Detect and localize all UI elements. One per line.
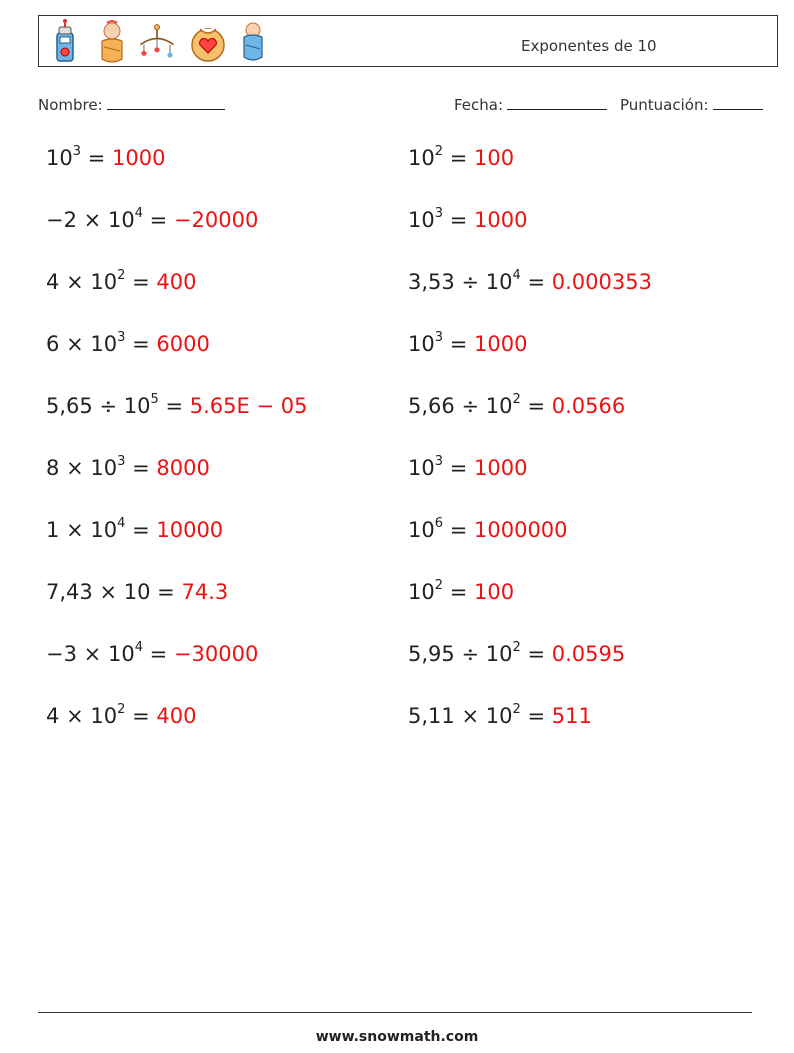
equals-sign: =: [449, 332, 468, 356]
problem-row: [46, 704, 196, 728]
coefficient: 5,65: [46, 394, 93, 418]
base: 10: [408, 332, 435, 356]
operator: ÷: [461, 642, 480, 666]
problem-row: [408, 270, 652, 294]
coefficient: 8: [46, 456, 60, 480]
equals-sign: =: [132, 518, 150, 542]
exponent: 2: [117, 702, 126, 717]
equals-sign: =: [132, 332, 150, 356]
base: 10: [90, 704, 118, 728]
exponent: 4: [512, 268, 521, 283]
exponent: 4: [134, 206, 143, 221]
base: 10: [408, 456, 435, 480]
exponent: 6: [434, 516, 444, 531]
problem-row: [46, 146, 165, 170]
coefficient: −2: [46, 208, 77, 232]
problem-row: [408, 642, 625, 666]
answer: 1000: [112, 146, 166, 170]
problem-row: [46, 580, 228, 604]
coefficient: 5,95: [408, 642, 455, 666]
answer: 100: [474, 146, 515, 170]
base: 10: [408, 208, 435, 232]
date-label: Fecha:: [454, 96, 504, 114]
problem-row: [408, 456, 527, 480]
problem-row: [46, 208, 258, 232]
answer: 1000: [474, 208, 528, 232]
coefficient: 3,53: [408, 270, 455, 294]
answer: 0.000353: [551, 270, 652, 294]
name-blank[interactable]: [107, 95, 225, 110]
name-field: [38, 95, 225, 114]
footer-divider: [38, 1012, 752, 1013]
problem-row: [46, 394, 307, 418]
coefficient: 4: [46, 704, 60, 728]
base: 10: [123, 580, 151, 604]
exponent: 3: [434, 330, 444, 345]
operator: ×: [99, 580, 118, 604]
equals-sign: =: [149, 208, 168, 232]
operator: ×: [461, 704, 480, 728]
operator: ×: [66, 270, 84, 294]
equals-sign: =: [527, 704, 546, 728]
answer: 0.0566: [551, 394, 626, 418]
name-label: Nombre:: [38, 96, 103, 114]
coefficient: −3: [46, 642, 77, 666]
base: 10: [90, 518, 118, 542]
coefficient: 1: [46, 518, 60, 542]
operator: ×: [66, 518, 84, 542]
base: 10: [408, 146, 435, 170]
answer: 10000: [156, 518, 224, 542]
operator: ×: [66, 704, 84, 728]
problem-row: [408, 208, 527, 232]
crib-mobile-icon: [137, 19, 177, 65]
coefficient: 4: [46, 270, 60, 294]
base: 10: [408, 518, 435, 542]
problem-row: [46, 332, 210, 356]
exponent: 3: [434, 206, 444, 221]
equals-sign: =: [132, 704, 150, 728]
operator: ×: [83, 208, 102, 232]
exponent: 2: [512, 640, 521, 655]
exponent: 4: [117, 516, 126, 531]
operator: ×: [66, 456, 84, 480]
answer: 8000: [156, 456, 210, 480]
exponent: 2: [434, 578, 444, 593]
base: 10: [485, 270, 513, 294]
exponent: 2: [434, 144, 444, 159]
exponent: 3: [434, 454, 444, 469]
equals-sign: =: [132, 270, 150, 294]
operator: ×: [66, 332, 84, 356]
exponent: 5: [150, 392, 159, 407]
equals-sign: =: [449, 580, 468, 604]
equals-sign: =: [527, 394, 546, 418]
problem-row: [408, 704, 592, 728]
date-blank[interactable]: [507, 95, 607, 110]
base: 10: [123, 394, 151, 418]
score-label: Puntuación:: [620, 96, 709, 114]
heart-bib-icon: [188, 19, 228, 65]
footer-url: www.snowmath.com: [315, 1029, 479, 1045]
date-field: [454, 95, 607, 114]
problem-row: [408, 146, 514, 170]
equals-sign: =: [449, 208, 468, 232]
problem-row: [408, 394, 625, 418]
problem-row: [46, 270, 196, 294]
answer: 400: [156, 270, 197, 294]
equals-sign: =: [449, 456, 468, 480]
equals-sign: =: [527, 270, 546, 294]
problem-row: [408, 332, 527, 356]
equals-sign: =: [527, 642, 546, 666]
answer: 1000: [474, 332, 528, 356]
equals-sign: =: [149, 642, 168, 666]
problem-row: [408, 518, 568, 542]
answer: 511: [551, 704, 592, 728]
problem-row: [46, 456, 210, 480]
answer: 1000: [474, 456, 528, 480]
base: 10: [485, 642, 513, 666]
equals-sign: =: [165, 394, 184, 418]
baby-bottle-icon: [49, 19, 89, 65]
base: 10: [485, 394, 513, 418]
equals-sign: =: [132, 456, 150, 480]
answer: 74.3: [181, 580, 229, 604]
exponent: 3: [117, 330, 126, 345]
answer: 5.65E − 05: [189, 394, 308, 418]
base: 10: [90, 456, 118, 480]
score-blank[interactable]: [713, 95, 763, 110]
base: 10: [90, 270, 118, 294]
operator: ÷: [461, 394, 480, 418]
exponent: 2: [512, 392, 521, 407]
answer: 6000: [156, 332, 210, 356]
base: 10: [46, 146, 73, 170]
operator: ÷: [99, 394, 118, 418]
header-box: [38, 15, 778, 67]
base: 10: [107, 642, 135, 666]
exponent: 2: [117, 268, 126, 283]
equals-sign: =: [449, 146, 468, 170]
base: 10: [485, 704, 513, 728]
base: 10: [107, 208, 135, 232]
exponent: 2: [512, 702, 521, 717]
swaddled-baby-icon: [235, 19, 275, 65]
base: 10: [90, 332, 118, 356]
coefficient: 6: [46, 332, 60, 356]
exponent: 3: [117, 454, 126, 469]
problem-row: [408, 580, 514, 604]
coefficient: 5,11: [408, 704, 455, 728]
score-field: [620, 95, 763, 114]
problem-row: [46, 642, 258, 666]
equals-sign: =: [87, 146, 106, 170]
answer: 0.0595: [551, 642, 626, 666]
answer: 1000000: [474, 518, 568, 542]
equals-sign: =: [157, 580, 175, 604]
operator: ÷: [461, 270, 480, 294]
problem-row: [46, 518, 223, 542]
coefficient: 7,43: [46, 580, 93, 604]
exponent: 3: [72, 144, 82, 159]
worksheet-title: Exponentes de 10: [521, 37, 657, 55]
equals-sign: =: [449, 518, 468, 542]
answer: 400: [156, 704, 197, 728]
answer: 100: [474, 580, 515, 604]
answer: −30000: [173, 642, 259, 666]
operator: ×: [83, 642, 102, 666]
answer: −20000: [173, 208, 259, 232]
exponent: 4: [134, 640, 143, 655]
baby-girl-icon: [94, 19, 134, 65]
coefficient: 5,66: [408, 394, 455, 418]
base: 10: [408, 580, 435, 604]
